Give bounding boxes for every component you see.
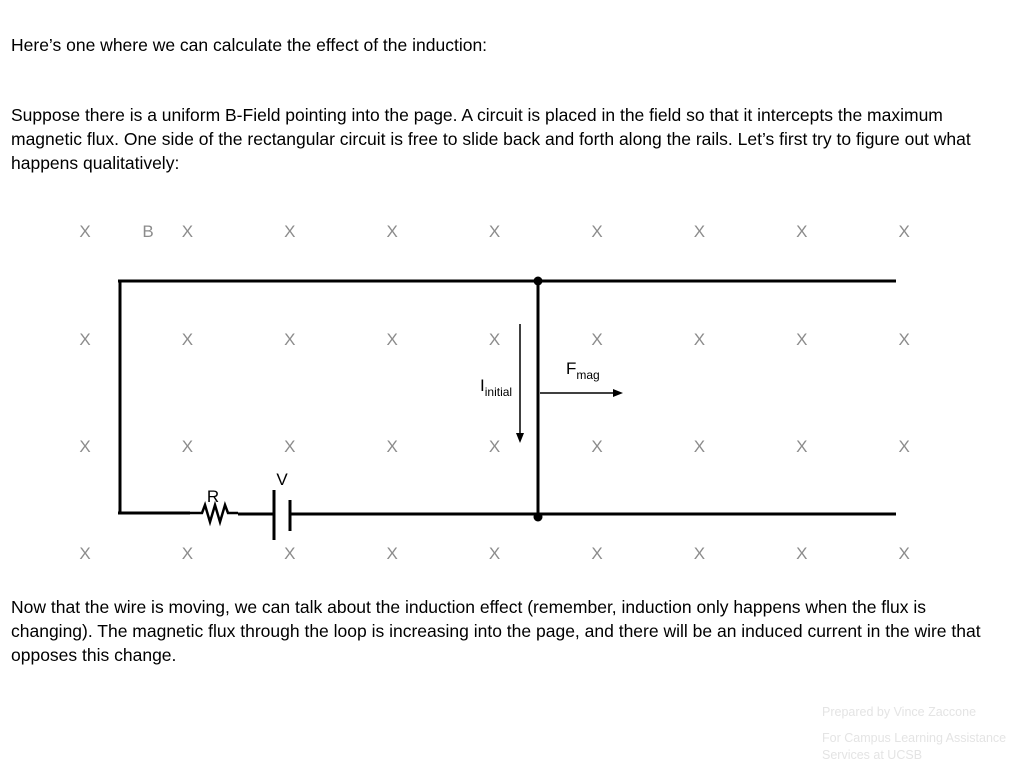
current-symbol: I [480, 376, 485, 395]
field-x-mark: X [284, 330, 296, 349]
field-x-mark: X [181, 222, 194, 241]
field-x-mark: X [488, 222, 501, 241]
battery-label: V [276, 470, 288, 489]
field-x-mark: X [898, 544, 910, 563]
credit-author: Prepared by Vince Zaccone [822, 705, 977, 719]
field-label: B [142, 222, 154, 241]
field-x-mark: X [284, 222, 296, 241]
field-x-mark: X [79, 544, 91, 563]
field-x-mark: X [796, 437, 808, 456]
resistor-label: R [206, 487, 220, 506]
field-x-mark: X [386, 222, 398, 241]
field-x-mark: X [79, 222, 91, 241]
field-x-mark: X [591, 330, 603, 349]
field-x-mark: X [796, 544, 808, 563]
field-x-mark: X [386, 544, 398, 563]
field-x-mark: X [79, 330, 91, 349]
field-x-mark: X [386, 437, 398, 456]
current-arrowhead [516, 433, 524, 443]
setup-paragraph: Suppose there is a uniform B-Field pointing into the page. A circuit is placed in the field so that it intercepts the maximum magnetic flux. One side of the rectangular circuit is free to slide back and forth along the rails. Let’s first try to figure out what happens qualitatively: [11, 105, 971, 173]
field-x-mark: X [386, 330, 398, 349]
field-x-mark: X [488, 330, 501, 349]
field-x-mark: X [488, 437, 501, 456]
field-x-mark: X [796, 330, 808, 349]
field-x-mark: X [898, 222, 910, 241]
field-x-mark: X [181, 330, 194, 349]
field-x-mark: X [284, 437, 296, 456]
force-subscript: mag [576, 368, 600, 382]
field-x-mark: X [79, 437, 91, 456]
field-x-mark: X [693, 437, 706, 456]
contact-bottom [534, 513, 543, 522]
field-x-mark: X [181, 437, 194, 456]
field-x-mark: X [284, 544, 296, 563]
force-label [566, 359, 600, 382]
credit-organization: For Campus Learning Assistance Services at UCSB [822, 731, 1007, 762]
circuit-wires [118, 281, 896, 540]
resistor [189, 505, 238, 522]
field-x-mark: X [591, 222, 603, 241]
field-x-mark: X [591, 544, 603, 563]
field-x-mark: X [898, 330, 910, 349]
force-symbol: F [566, 359, 577, 378]
field-x-mark: X [181, 544, 194, 563]
force-arrowhead [613, 389, 623, 397]
conclusion-paragraph: Now that the wire is moving, we can talk about the induction effect (remember, induction only happens when the flux is changing). The magnetic flux through the loop is increasing into the page, and there will be an induced current in the wire that opposes this change. [11, 597, 981, 665]
field-x-mark: X [898, 437, 910, 456]
intro-text: Here’s one where we can calculate the effect of the induction: [11, 35, 488, 55]
field-x-mark: X [693, 544, 706, 563]
field-x-mark: X [488, 544, 501, 563]
current-subscript: initial [484, 385, 513, 399]
field-x-mark: X [796, 222, 808, 241]
field-x-mark: X [693, 330, 706, 349]
current-label [480, 376, 512, 399]
field-x-mark: X [693, 222, 706, 241]
contact-top [534, 277, 543, 286]
field-x-mark: X [591, 437, 603, 456]
